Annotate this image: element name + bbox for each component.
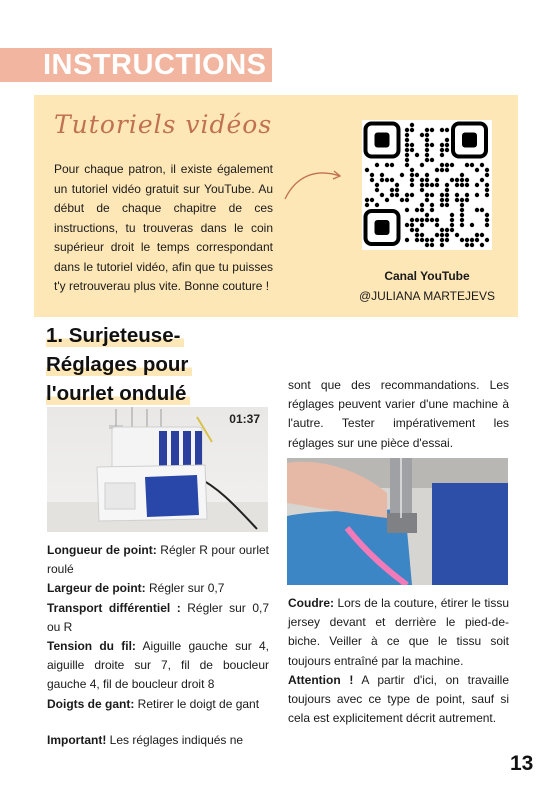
youtube-channel-caption — [350, 266, 504, 306]
page-title: INSTRUCTIONS — [43, 49, 267, 81]
channel-handle: @JULIANA MARTEJEVS — [359, 289, 495, 303]
qr-code-icon — [362, 120, 492, 250]
setting-point-width — [47, 579, 269, 598]
coudre-label: Coudre: — [288, 596, 334, 610]
setting-label: Largeur de point: — [47, 581, 146, 596]
setting-value: Régler sur 0,7 ou R — [47, 600, 269, 634]
important-continuation: sont que des recommandations. Les réglages peuvent varier d'une machine à l'autre. Tester impérativement les réglages sur une pièce d'essai. — [288, 378, 509, 450]
attention-text: A partir d'ici, on travaille toujours avec ce type de point, sauf si cela est explicitement décrit autrement. — [288, 672, 509, 726]
coudre-paragraph — [288, 594, 509, 671]
setting-label: Transport différentiel : — [47, 600, 181, 615]
section-title — [46, 321, 192, 408]
section-title-line-2: Réglages pour — [46, 353, 192, 376]
important-label: Important! — [47, 732, 107, 747]
setting-finger — [47, 695, 269, 714]
setting-value: Aiguille gauche sur 4, aiguille droite sur 7, fil de boucleur gauche 4, fil de boucleur droit 8 — [47, 639, 269, 692]
setting-value: Régler R pour ourlet roulé — [47, 543, 270, 577]
video-timecode: 01:37 — [229, 412, 260, 426]
tutorial-title: Tutoriels vidéos — [54, 110, 273, 139]
setting-label: Tension du fil: — [47, 639, 136, 654]
coudre-text: Lors de la couture, étirer le tissu jersey devant et derrière le pied-de-biche. Veiller à ce que le tissu soit toujours entraîné par la machine. — [288, 596, 509, 668]
important-note — [47, 731, 269, 750]
channel-label: Canal YouTube — [384, 269, 470, 283]
attention-paragraph — [288, 671, 509, 729]
serger-machine-photo — [47, 407, 268, 532]
qr-code[interactable] — [362, 120, 492, 250]
page-number: 13 — [510, 752, 534, 775]
sewing-instructions — [288, 594, 509, 728]
setting-value: Retirer le doigt de gant — [134, 696, 260, 711]
important-text: Les réglages indiqués ne — [106, 732, 244, 747]
setting-label: Doigts de gant: — [47, 696, 135, 711]
section-title-line-3: l'ourlet ondulé — [46, 382, 190, 405]
tutorial-text: Pour chaque patron, il existe également un tutoriel vidéo gratuit sur YouTube. Au début de chaque chapitre de ces instructions, tu trouveras dans le coin supérieur droit le temps correspondant dans le tutoriel vidéo, afin que tu puisses t'y retrouverau plus vite. Bonne couture ! — [54, 162, 273, 293]
setting-value: Régler sur 0,7 — [145, 581, 225, 596]
sewing-closeup-photo — [287, 458, 508, 585]
curved-arrow-icon — [282, 166, 344, 202]
setting-differential — [47, 599, 269, 637]
settings-list — [47, 541, 269, 750]
setting-label: Longueur de point: — [47, 543, 157, 557]
sewing-closeup-image — [287, 458, 508, 585]
section-title-line-1: 1. Surjeteuse- — [46, 324, 184, 347]
setting-thread-tension — [47, 637, 269, 695]
setting-point-length — [47, 541, 269, 579]
attention-label: Attention ! — [288, 672, 354, 687]
